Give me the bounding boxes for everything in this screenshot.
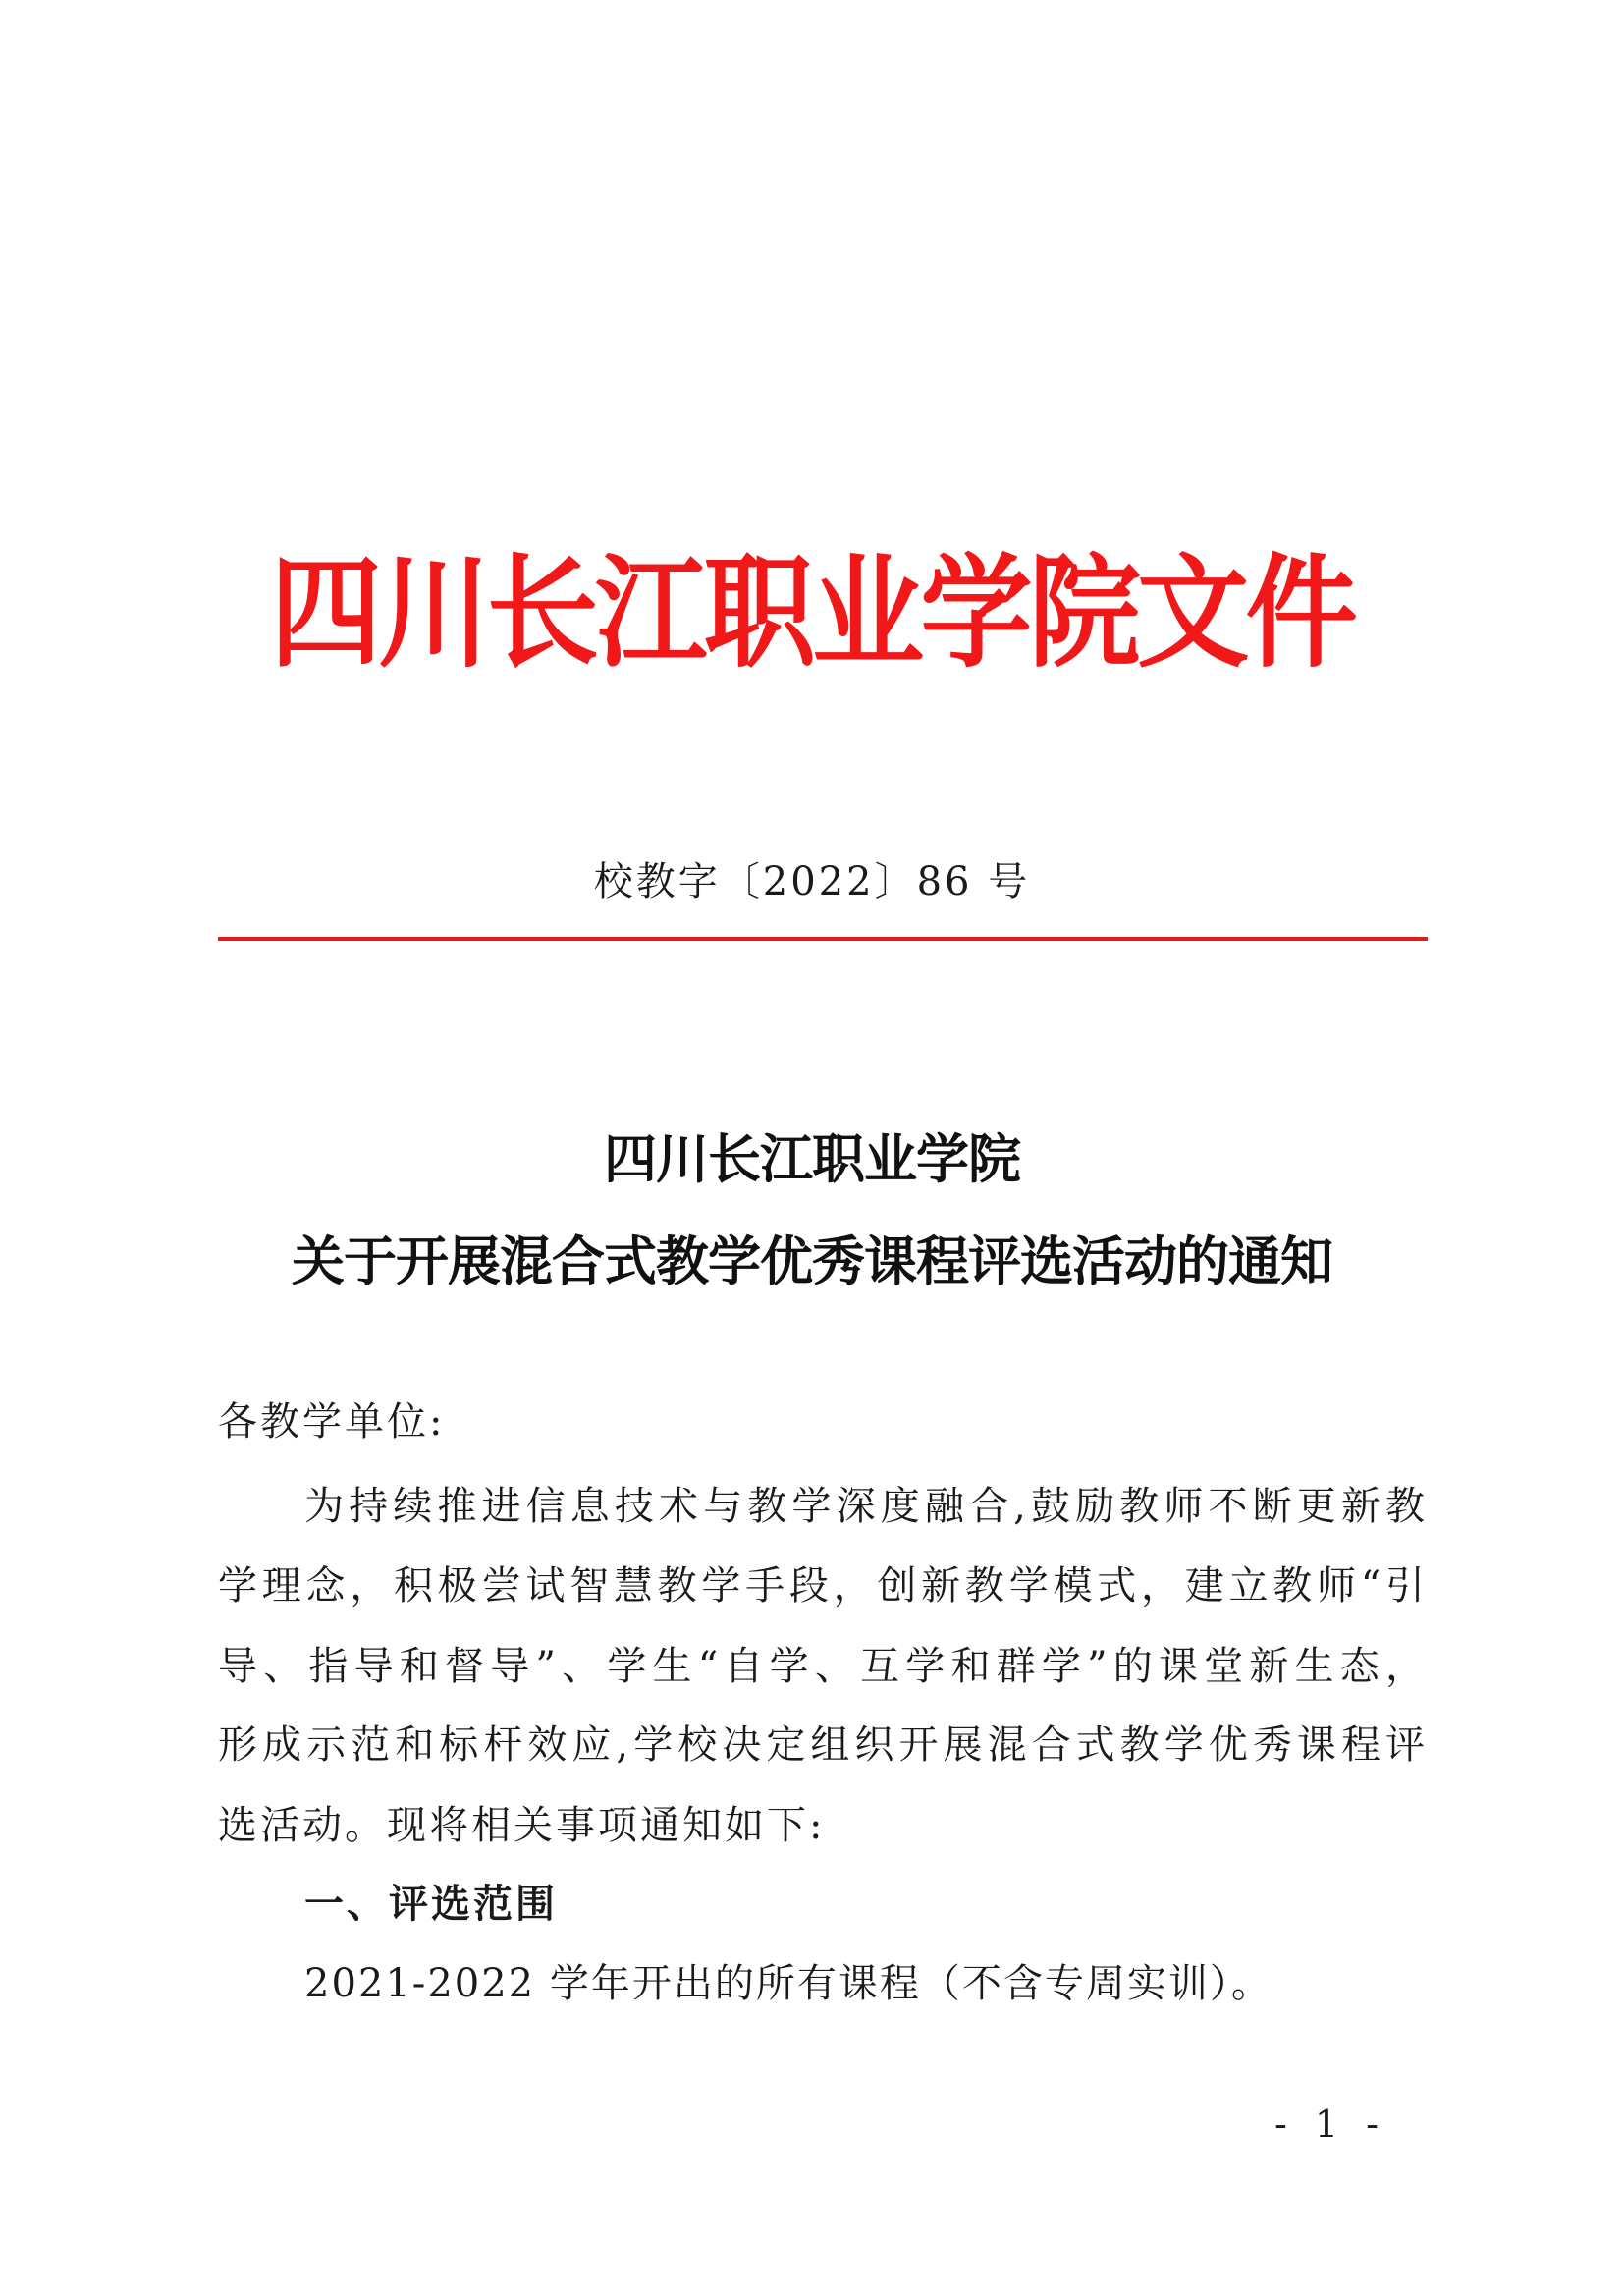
paragraph-line: 导、指导和督导”、学生“自学、互学和群学”的课堂新生态， xyxy=(218,1644,1428,1689)
section-heading-scope: 一、评选范围 xyxy=(304,1882,558,1927)
paragraph-line: 为持续推进信息技术与教学深度融合,鼓励教师不断更新教 xyxy=(304,1484,1428,1529)
paragraph-line: 选活动。现将相关事项通知如下: xyxy=(218,1803,826,1848)
paragraph-line: 学理念，积极尝试智慧教学手段，创新教学模式，建立教师“引 xyxy=(218,1563,1428,1609)
red-divider-rule xyxy=(218,937,1428,941)
document-number: 校教字〔2022〕86 号 xyxy=(593,859,1031,904)
notice-title-line-1: 四川长江职业学院 xyxy=(604,1127,1020,1190)
page-number: - 1 - xyxy=(1273,2103,1386,2146)
document-masthead: 四川长江职业学院文件 xyxy=(269,542,1354,684)
notice-title-line-2: 关于开展混合式教学优秀课程评选活动的通知 xyxy=(292,1230,1332,1292)
paragraph-line: 形成示范和标杆效应,学校决定组织开展混合式教学优秀课程评 xyxy=(218,1722,1428,1768)
section-text-scope: 2021-2022 学年开出的所有课程（不含专周实训）。 xyxy=(304,1961,1272,2006)
salutation: 各教学单位: xyxy=(218,1399,446,1445)
